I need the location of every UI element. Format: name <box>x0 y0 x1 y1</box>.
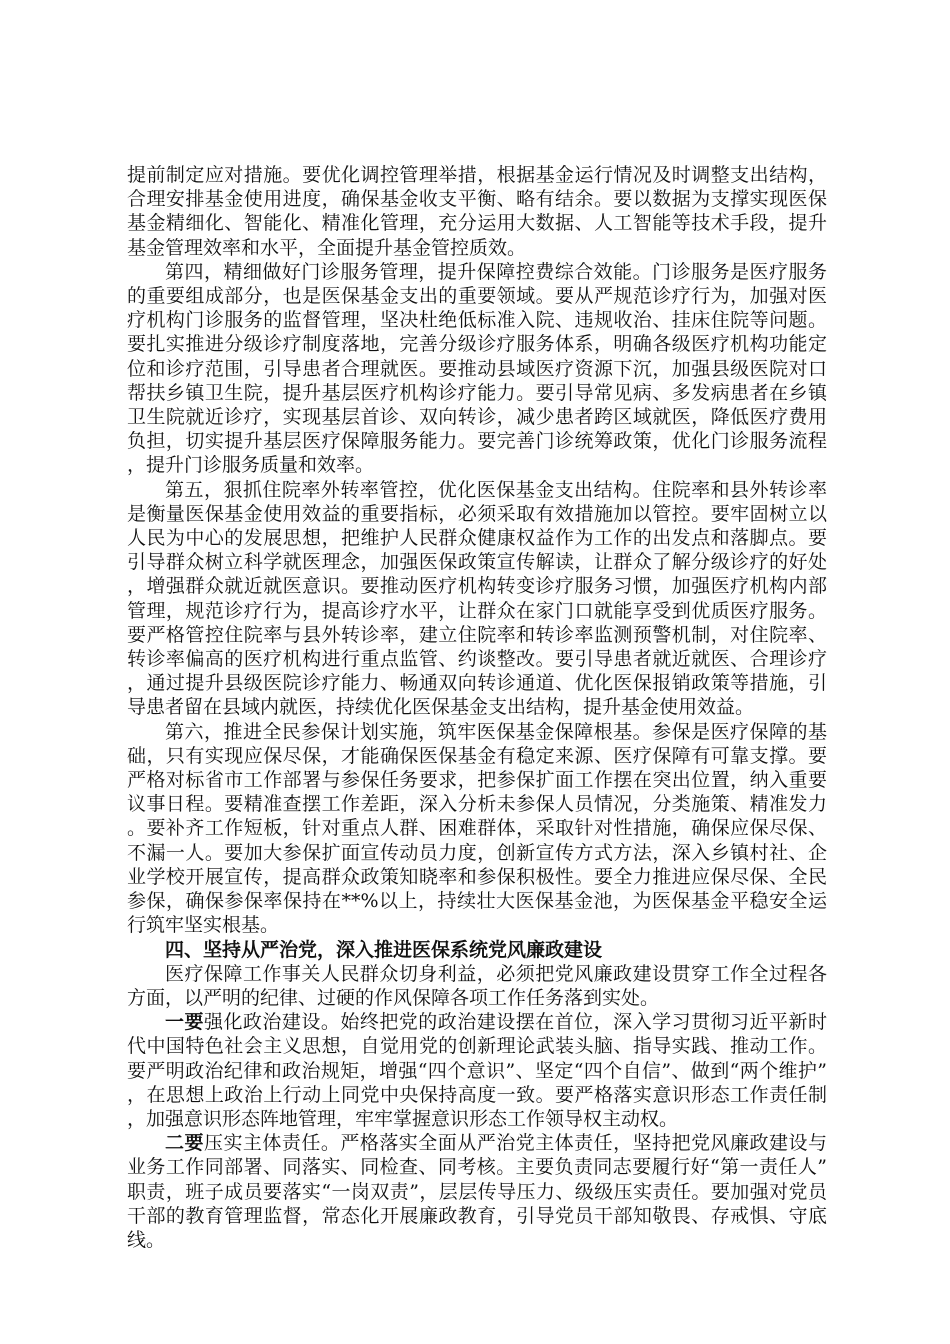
paragraph-fourth-outpatient: 第四，精细做好门诊服务管理，提升保障控费综合效能。门诊服务是医疗服务的重要组成部分，也是医保基金支出的重要领域。要从严规范诊疗行为，加强对医疗机构门诊服务的监督管理，坚决杜绝低标准入院、违规收治、挂床住院等问题。要扎实推进分级诊疗制度落地，完善分级诊疗服务体系，明确各级医疗机构功能定位和诊疗范围，引导患者合理就医。要推动县域医疗资源下沉，加强县级医院对口帮扶乡镇卫生院，提升基层医疗机构诊疗能力。要引导常见病、多发病患者在乡镇卫生院就近诊疗，实现基层首诊、双向转诊，减少患者跨区域就医，降低医疗费用负担，切实提升基层医疗保障服务能力。要完善门诊统筹政策，优化门诊服务流程，提升门诊服务质量和效率。 <box>127 260 827 477</box>
paragraph-lead-second: 二要 <box>165 1132 204 1155</box>
paragraph-lead-first: 一要 <box>165 1011 204 1034</box>
paragraph-sixth-enrollment: 第六，推进全民参保计划实施，筑牢医保基金保障根基。参保是医疗保障的基础，只有实现应保尽保，才能确保医保基金有稳定来源、医疗保障有可靠支撑。要严格对标省市工作部署与参保任务要求，把参保扩面工作摆在突出位置，纳入重要议事日程。要精准查摆工作差距，深入分析未参保人员情况，分类施策、精准发力。要补齐工作短板，针对重点人群、困难群体，采取针对性措施，确保应保尽保、不漏一人。要加大参保扩面宣传动员力度，创新宣传方式方法，深入乡镇村社、企业学校开展宣传，提高群众政策知晓率和参保积极性。要全力推进应保尽保、全民参保，确保参保率保持在**%以上，持续壮大医保基金池，为医保基金平稳安全运行筑牢坚实根基。 <box>127 720 827 937</box>
paragraph-body-second: 压实主体责任。严格落实全面从严治党主体责任，坚持把党风廉政建设与业务工作同部署、同落实、同检查、同考核。主要负责同志要履行好“第一责任人”职责，班子成员要落实“一岗双责”，层层传导压力、级级压实责任。要加强对党员干部的教育管理监督，常态化开展廉政教育，引导党员干部知敬畏、存戒惧、守底线。 <box>127 1132 827 1251</box>
paragraph-body-first: 强化政治建设。始终把党的政治建设摆在首位，深入学习贯彻习近平新时代中国特色社会主义思想，自觉用党的创新理论武装头脑、指导实践、推动工作。要严明政治纪律和政治规矩，增强“四个意识”、坚定“四个自信”、做到“两个维护”，在思想上政治上行动上同党中央保持高度一致。要严格落实意识形态工作责任制，加强意识形态阵地管理，牢牢掌握意识形态工作领导权主动权。 <box>127 1011 827 1130</box>
paragraph-fifth-hospitalization: 第五，狠抓住院率外转率管控，优化医保基金支出结构。住院率和县外转诊率是衡量医保基金使用效益的重要指标，必须采取有效措施加以管控。要牢固树立以人民为中心的发展思想，把维护人民群众健康权益作为工作的出发点和落脚点。要引导群众树立科学就医理念，加强医保政策宣传解读，让群众了解分级诊疗的好处，增强群众就近就医意识。要推动医疗机构转变诊疗服务习惯，加强医疗机构内部管理，规范诊疗行为，提高诊疗水平，让群众在家门口就能享受到优质医疗服务。要严格管控住院率与县外转诊率，建立住院率和转诊率监测预警机制，对住院率、转诊率偏高的医疗机构进行重点监管、约谈整改。要引导患者就近就医、合理诊疗，通过提升县级医院诊疗能力、畅通双向转诊通道、优化医保报销政策等措施，引导患者留在县域内就医，持续优化医保基金支出结构，提升基金使用效益。 <box>127 478 827 719</box>
paragraph-fund-control-continued: 提前制定应对措施。要优化调控管理举措，根据基金运行情况及时调整支出结构，合理安排基金使用进度，确保基金收支平衡、略有结余。要以数据为支撑实现医保基金精细化、智能化、精准化管理，充分运用大数据、人工智能等技术手段，提升基金管理效率和水平，全面提升基金管控质效。 <box>127 164 827 259</box>
paragraph-main-responsibility <box>127 1131 827 1252</box>
paragraph-party-intro: 医疗保障工作事关人民群众切身利益，必须把党风廉政建设贯穿工作全过程各方面，以严明的纪律、过硬的作风保障各项工作任务落到实处。 <box>127 962 827 1009</box>
document-body <box>127 163 827 1252</box>
paragraph-political-building <box>127 1010 827 1131</box>
section-heading-party-discipline: 四、坚持从严治党，深入推进医保系统党风廉政建设 <box>165 938 603 961</box>
